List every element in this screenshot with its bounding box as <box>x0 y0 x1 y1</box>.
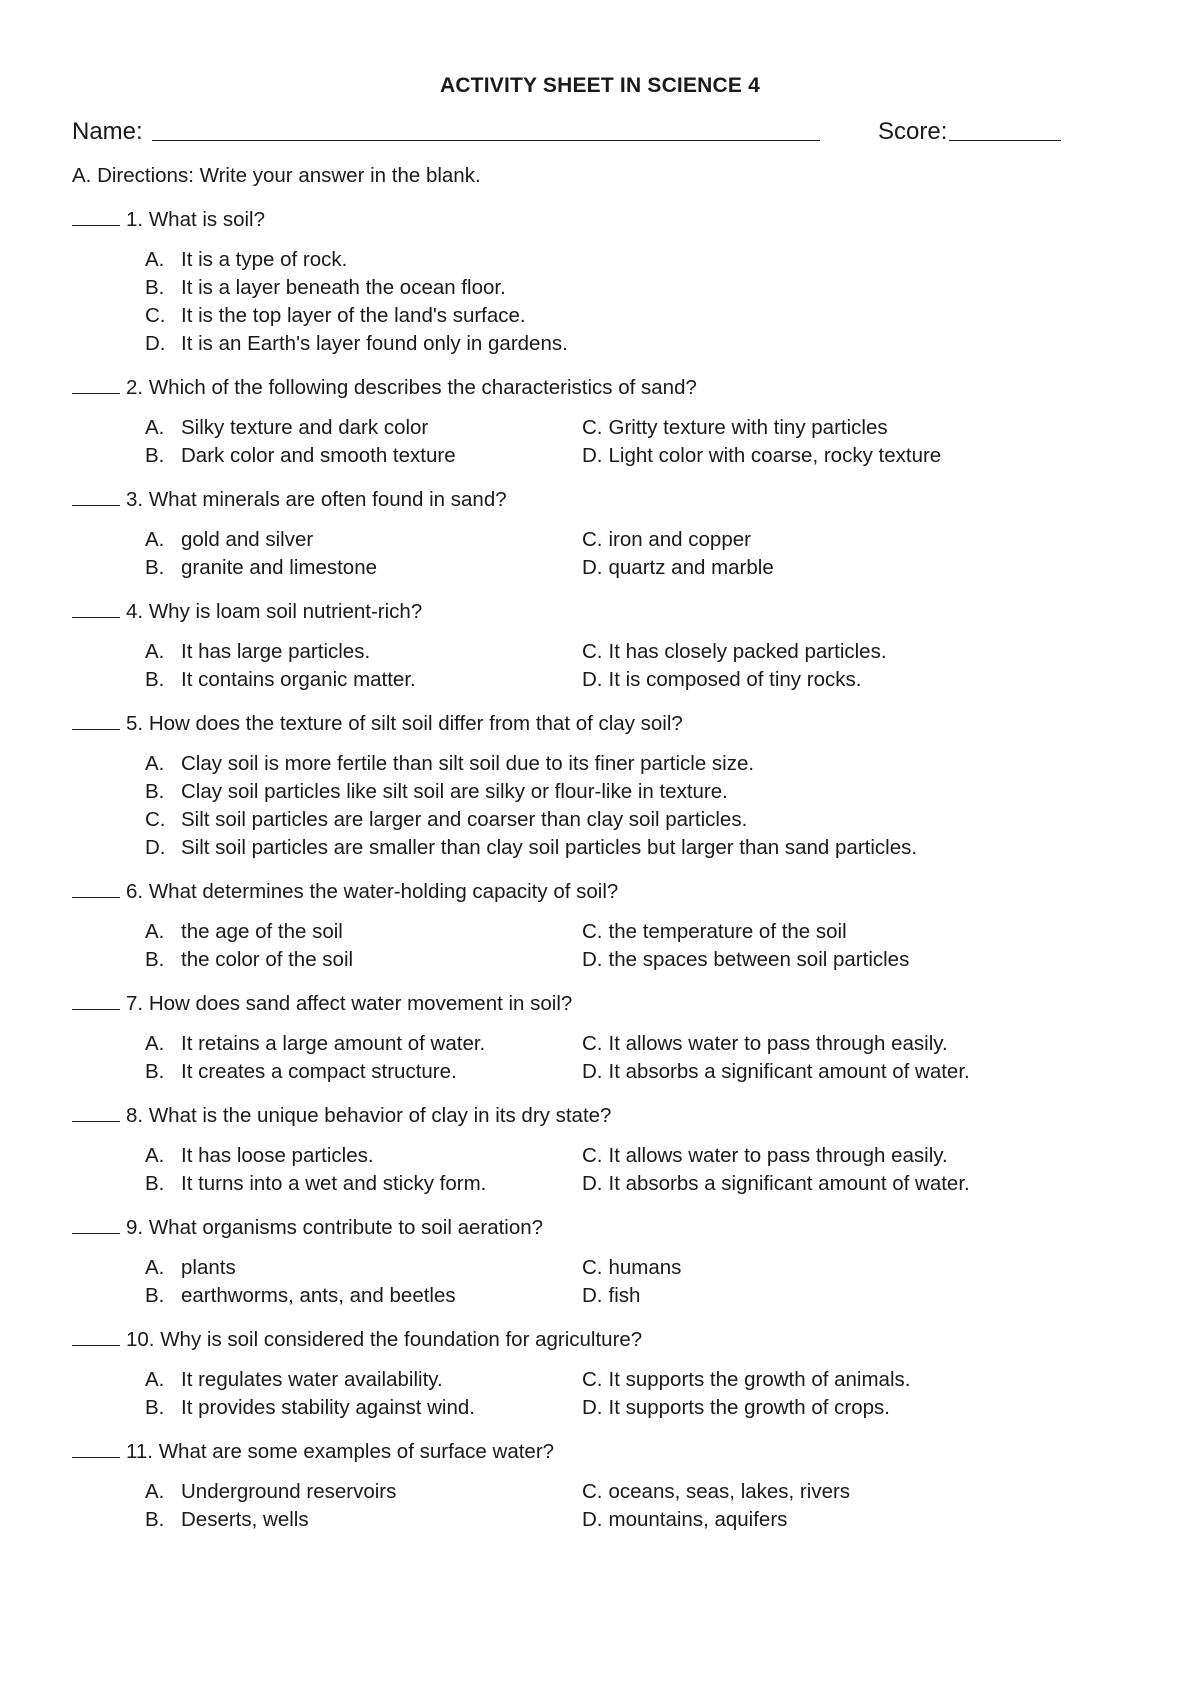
answer-option <box>145 302 1132 330</box>
question-text: Why is soil considered the foundation for agriculture? <box>160 1328 643 1351</box>
question-spacer <box>72 974 1132 990</box>
question-spacer <box>72 470 1132 486</box>
answer-option <box>145 526 582 554</box>
option-text: It regulates water availability. <box>181 1368 443 1391</box>
question-number: 9. <box>126 1216 144 1239</box>
question-number: 3. <box>126 488 144 511</box>
answer-option <box>145 246 1132 274</box>
question-number: 2. <box>126 376 144 399</box>
answer-option <box>582 1478 1082 1506</box>
answer-option <box>145 1394 582 1422</box>
answer-option <box>145 778 1132 806</box>
option-letter: D. <box>145 836 166 859</box>
option-text: It creates a compact structure. <box>181 1060 457 1083</box>
option-letter: A. <box>145 416 165 439</box>
option-text: Gritty texture with tiny particles <box>608 416 888 439</box>
option-text: It supports the growth of animals. <box>608 1368 911 1391</box>
name-blank-line[interactable] <box>152 140 820 141</box>
answer-choices <box>145 638 1132 694</box>
option-text: It absorbs a significant amount of water. <box>608 1060 970 1083</box>
option-text: Deserts, wells <box>181 1508 309 1531</box>
option-text: earthworms, ants, and beetles <box>181 1284 456 1307</box>
option-letter: C. <box>582 920 603 943</box>
question-text: What are some examples of surface water? <box>158 1440 555 1463</box>
option-text: It has loose particles. <box>181 1144 374 1167</box>
question-text: How does the texture of silt soil differ from that of clay soil? <box>148 712 683 735</box>
option-text: It retains a large amount of water. <box>181 1032 486 1055</box>
option-letter: B. <box>145 1508 165 1531</box>
answer-option <box>582 1254 1082 1282</box>
answer-blank[interactable] <box>72 991 120 1010</box>
option-text: Light color with coarse, rocky texture <box>608 444 942 467</box>
question-number: 6. <box>126 880 144 903</box>
answer-option <box>582 1366 1082 1394</box>
question-number: 1. <box>126 208 144 231</box>
question-text: What is soil? <box>148 208 266 231</box>
option-letter: C. <box>582 416 603 439</box>
option-text: Clay soil is more fertile than silt soil due to its finer particle size. <box>181 752 755 775</box>
question-item <box>72 486 1132 598</box>
answer-option <box>145 834 1132 862</box>
option-letter: D. <box>582 1060 603 1083</box>
option-letter: D. <box>582 444 603 467</box>
answer-blank[interactable] <box>72 487 120 506</box>
option-letter: D. <box>582 1284 603 1307</box>
option-letter: A. <box>145 1480 165 1503</box>
answer-option <box>145 1366 582 1394</box>
option-text: It turns into a wet and sticky form. <box>181 1172 487 1195</box>
answer-option <box>582 946 1082 974</box>
answer-option <box>145 666 582 694</box>
directions-text: A. Directions: Write your answer in the blank. <box>72 164 481 187</box>
answer-option <box>582 414 1082 442</box>
option-letter: B. <box>145 1060 165 1083</box>
question-number: 8. <box>126 1104 144 1127</box>
option-text: It is composed of tiny rocks. <box>608 668 862 691</box>
question-item <box>72 710 1132 878</box>
option-letter: B. <box>145 444 165 467</box>
question-text: What minerals are often found in sand? <box>148 488 507 511</box>
answer-option <box>582 1030 1082 1058</box>
question-text: What organisms contribute to soil aeration? <box>148 1216 544 1239</box>
option-text: Clay soil particles like silt soil are silky or flour-like in texture. <box>181 780 728 803</box>
answer-choices <box>145 1030 1132 1086</box>
question-line <box>72 710 1132 738</box>
question-line <box>72 878 1132 906</box>
option-text: gold and silver <box>181 528 314 551</box>
answer-choices <box>145 918 1132 974</box>
question-item <box>72 374 1132 486</box>
answer-option <box>145 274 1132 302</box>
option-letter: C. <box>582 1256 603 1279</box>
name-label: Name: <box>72 118 143 145</box>
question-text: What is the unique behavior of clay in its dry state? <box>148 1104 612 1127</box>
option-letter: C. <box>582 640 603 663</box>
question-item <box>72 990 1132 1102</box>
question-line <box>72 990 1132 1018</box>
question-line <box>72 598 1132 626</box>
option-letter: C. <box>582 1032 603 1055</box>
question-text: What determines the water-holding capacity of soil? <box>148 880 619 903</box>
name-score-row <box>72 118 1072 148</box>
answer-blank[interactable] <box>72 879 120 898</box>
answer-option <box>145 330 1132 358</box>
answer-option <box>145 1506 582 1534</box>
option-text: Underground reservoirs <box>181 1480 397 1503</box>
option-letter: B. <box>145 1396 165 1419</box>
answer-option <box>582 1142 1082 1170</box>
question-line <box>72 1438 1132 1466</box>
option-text: oceans, seas, lakes, rivers <box>608 1480 851 1503</box>
option-text: granite and limestone <box>181 556 378 579</box>
option-letter: D. <box>582 1396 603 1419</box>
option-text: fish <box>608 1284 641 1307</box>
option-text: Silt soil particles are smaller than clay soil particles but larger than sand particles. <box>181 836 918 859</box>
answer-blank[interactable] <box>72 375 120 394</box>
question-spacer <box>72 582 1132 598</box>
question-spacer <box>72 1310 1132 1326</box>
question-list <box>72 206 1132 1550</box>
answer-option <box>582 526 1082 554</box>
option-letter: A. <box>145 248 165 271</box>
question-spacer <box>72 358 1132 374</box>
option-text: It allows water to pass through easily. <box>608 1144 948 1167</box>
question-number: 4. <box>126 600 144 623</box>
question-spacer <box>72 1198 1132 1214</box>
option-text: Silt soil particles are larger and coarser than clay soil particles. <box>181 808 748 831</box>
question-item <box>72 1102 1132 1214</box>
worksheet-title: ACTIVITY SHEET IN SCIENCE 4 <box>439 74 761 97</box>
option-text: the age of the soil <box>181 920 343 943</box>
question-line <box>72 374 1132 402</box>
option-letter: A. <box>145 752 165 775</box>
answer-option <box>145 442 582 470</box>
answer-blank[interactable] <box>72 711 120 730</box>
question-line <box>72 1326 1132 1354</box>
answer-option <box>582 1506 1082 1534</box>
question-number: 10. <box>126 1328 155 1351</box>
option-letter: A. <box>145 1368 165 1391</box>
answer-option <box>145 1170 582 1198</box>
question-spacer <box>72 862 1132 878</box>
answer-option <box>582 442 1082 470</box>
question-item <box>72 1326 1132 1438</box>
option-letter: B. <box>145 948 165 971</box>
option-letter: B. <box>145 1172 165 1195</box>
option-text: Silky texture and dark color <box>181 416 429 439</box>
option-text: the color of the soil <box>181 948 354 971</box>
option-letter: D. <box>582 1172 603 1195</box>
answer-option <box>582 1282 1082 1310</box>
answer-blank[interactable] <box>72 207 120 226</box>
score-blank-line[interactable] <box>949 140 1061 141</box>
question-spacer <box>72 1534 1132 1550</box>
option-text: It is a layer beneath the ocean floor. <box>181 276 506 299</box>
answer-option <box>145 414 582 442</box>
question-line <box>72 1102 1132 1130</box>
answer-choices <box>145 246 1132 358</box>
answer-blank[interactable] <box>72 1439 120 1458</box>
option-letter: A. <box>145 528 165 551</box>
option-text: the spaces between soil particles <box>608 948 910 971</box>
answer-option <box>582 1394 1082 1422</box>
option-letter: D. <box>582 668 603 691</box>
option-letter: B. <box>145 668 165 691</box>
option-letter: A. <box>145 1256 165 1279</box>
option-text: It has closely packed particles. <box>608 640 887 663</box>
question-spacer <box>72 1422 1132 1438</box>
answer-option <box>145 918 582 946</box>
answer-option <box>145 1058 582 1086</box>
option-text: the temperature of the soil <box>608 920 847 943</box>
option-letter: B. <box>145 1284 165 1307</box>
answer-option <box>145 1142 582 1170</box>
answer-option <box>145 554 582 582</box>
option-text: It contains organic matter. <box>181 668 416 691</box>
option-letter: A. <box>145 640 165 663</box>
answer-blank[interactable] <box>72 1103 120 1122</box>
option-letter: A. <box>145 920 165 943</box>
option-letter: A. <box>145 1144 165 1167</box>
option-letter: C. <box>145 304 166 327</box>
answer-choices <box>145 1254 1132 1310</box>
option-letter: A. <box>145 1032 165 1055</box>
question-number: 7. <box>126 992 144 1015</box>
question-line <box>72 206 1132 234</box>
answer-option <box>582 1170 1082 1198</box>
question-number: 5. <box>126 712 144 735</box>
option-text: Dark color and smooth texture <box>181 444 456 467</box>
answer-option <box>145 1254 582 1282</box>
option-text: quartz and marble <box>608 556 774 579</box>
answer-choices <box>145 1478 1132 1534</box>
answer-option <box>145 750 1132 778</box>
answer-option <box>145 946 582 974</box>
answer-option <box>582 554 1082 582</box>
option-text: It is an Earth's layer found only in gardens. <box>181 332 568 355</box>
answer-choices <box>145 414 1132 470</box>
question-number: 11. <box>126 1440 153 1463</box>
answer-option <box>582 918 1082 946</box>
answer-choices <box>145 526 1132 582</box>
answer-option <box>145 806 1132 834</box>
question-item <box>72 878 1132 990</box>
question-line <box>72 486 1132 514</box>
question-item <box>72 1214 1132 1326</box>
option-letter: B. <box>145 556 165 579</box>
answer-option <box>145 638 582 666</box>
option-text: It absorbs a significant amount of water. <box>608 1172 970 1195</box>
question-text: How does sand affect water movement in soil? <box>148 992 573 1015</box>
answer-choices <box>145 1142 1132 1198</box>
question-text: Which of the following describes the characteristics of sand? <box>148 376 697 399</box>
option-text: humans <box>608 1256 682 1279</box>
option-text: It allows water to pass through easily. <box>608 1032 948 1055</box>
answer-option <box>582 638 1082 666</box>
option-letter: C. <box>582 1144 603 1167</box>
option-text: It provides stability against wind. <box>181 1396 475 1419</box>
answer-blank[interactable] <box>72 1215 120 1234</box>
option-text: mountains, aquifers <box>608 1508 788 1531</box>
option-letter: B. <box>145 780 165 803</box>
option-letter: C. <box>582 528 603 551</box>
option-letter: B. <box>145 276 165 299</box>
question-item <box>72 598 1132 710</box>
option-text: It has large particles. <box>181 640 371 663</box>
answer-option <box>145 1030 582 1058</box>
answer-option <box>582 1058 1082 1086</box>
answer-choices <box>145 750 1132 862</box>
answer-blank[interactable] <box>72 599 120 618</box>
option-letter: C. <box>582 1480 603 1503</box>
question-text: Why is loam soil nutrient-rich? <box>148 600 423 623</box>
option-text: It is a type of rock. <box>181 248 348 271</box>
question-item <box>72 206 1132 374</box>
option-letter: D. <box>582 948 603 971</box>
option-letter: C. <box>145 808 166 831</box>
score-label: Score: <box>878 118 948 145</box>
answer-option <box>582 666 1082 694</box>
option-letter: C. <box>582 1368 603 1391</box>
option-text: plants <box>181 1256 236 1279</box>
question-item <box>72 1438 1132 1550</box>
option-text: It is the top layer of the land's surface. <box>181 304 526 327</box>
option-letter: D. <box>582 556 603 579</box>
answer-choices <box>145 1366 1132 1422</box>
question-spacer <box>72 1086 1132 1102</box>
answer-blank[interactable] <box>72 1327 120 1346</box>
option-text: It supports the growth of crops. <box>608 1396 890 1419</box>
option-letter: D. <box>145 332 166 355</box>
question-spacer <box>72 694 1132 710</box>
option-letter: D. <box>582 1508 603 1531</box>
answer-option <box>145 1282 582 1310</box>
question-line <box>72 1214 1132 1242</box>
option-text: iron and copper <box>608 528 751 551</box>
answer-option <box>145 1478 582 1506</box>
